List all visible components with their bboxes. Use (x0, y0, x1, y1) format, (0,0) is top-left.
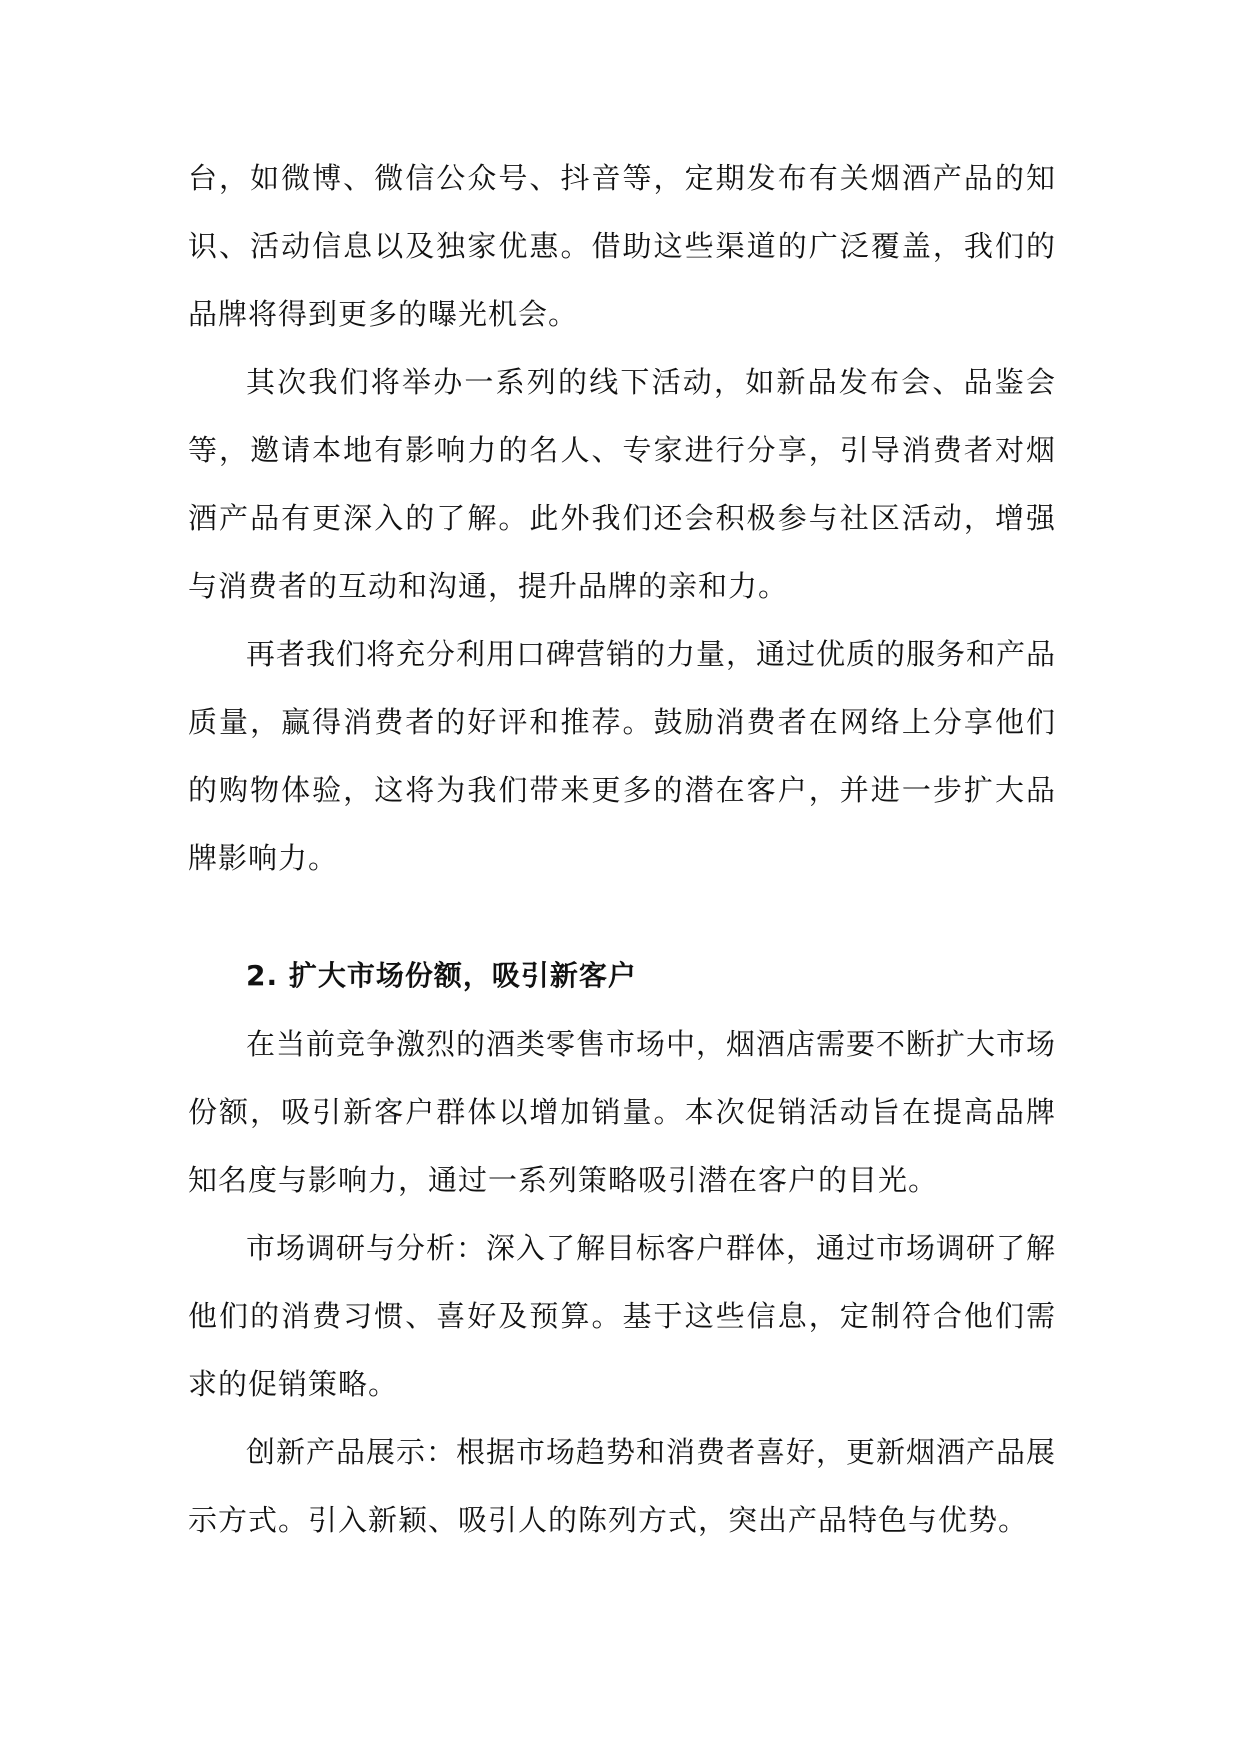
paragraph-product-display: 创新产品展示：根据市场趋势和消费者喜好，更新烟酒产品展示方式。引入新颖、吸引人的陈列方式，突出产品特色与优势。 (188, 1435, 1057, 1537)
section-heading: 2. 扩大市场份额，吸引新客户 (246, 959, 637, 992)
paragraph-market-share: 在当前竞争激烈的酒类零售市场中，烟酒店需要不断扩大市场份额，吸引新客户群体以增加销量。本次促销活动旨在提高品牌知名度与影响力，通过一系列策略吸引潜在客户的目光。 (188, 1027, 1057, 1197)
paragraph-offline-events: 其次我们将举办一系列的线下活动，如新品发布会、品鉴会等，邀请本地有影响力的名人、专家进行分享，引导消费者对烟酒产品有更深入的了解。此外我们还会积极参与社区活动，增强与消费者的互动和沟通，提升品牌的亲和力。 (188, 365, 1056, 603)
paragraph-market-research: 市场调研与分析：深入了解目标客户群体，通过市场调研了解他们的消费习惯、喜好及预算。基于这些信息，定制符合他们需求的促销策略。 (188, 1231, 1057, 1401)
paragraph-word-of-mouth: 再者我们将充分利用口碑营销的力量，通过优质的服务和产品质量，赢得消费者的好评和推荐。鼓励消费者在网络上分享他们的购物体验，这将为我们带来更多的潜在客户，并进一步扩大品牌影响力。 (188, 637, 1057, 875)
document-body (188, 144, 1056, 1554)
paragraph-continued: 台，如微博、微信公众号、抖音等，定期发布有关烟酒产品的知识、活动信息以及独家优惠。借助这些渠道的广泛覆盖，我们的品牌将得到更多的曝光机会。 (188, 161, 1056, 331)
